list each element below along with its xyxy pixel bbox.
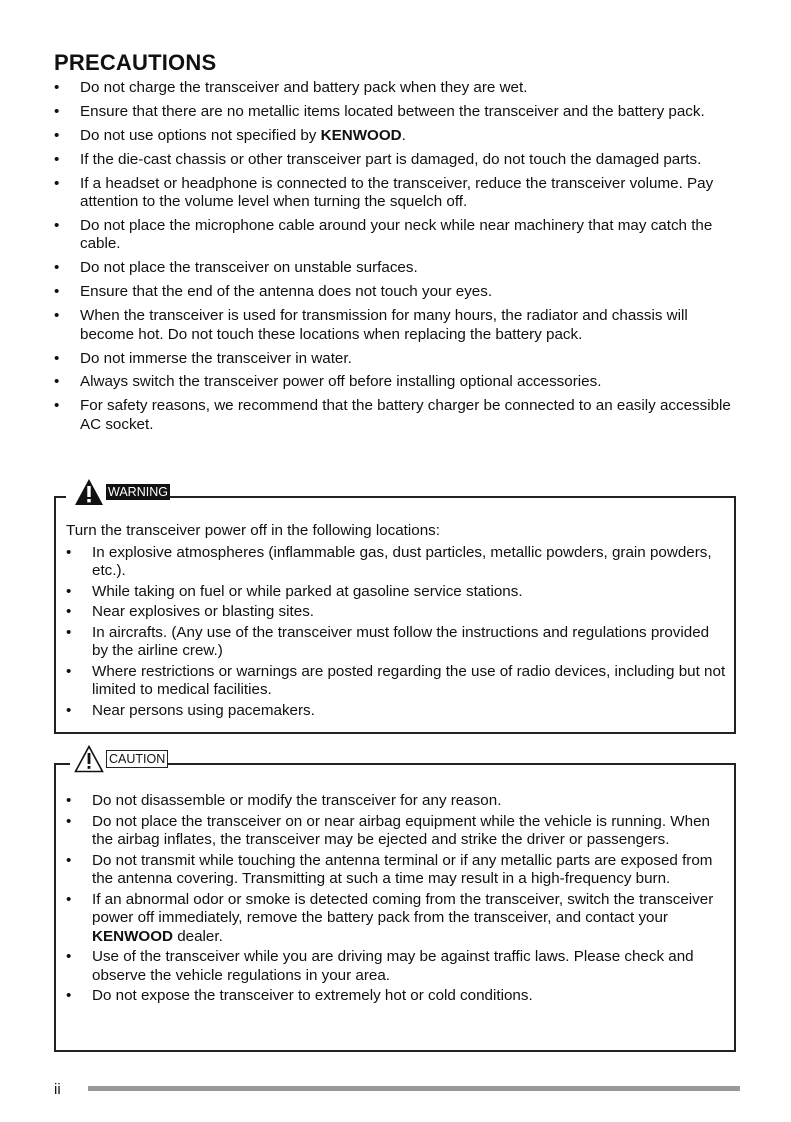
caution-item (66, 852, 726, 889)
caution-item (66, 987, 726, 1006)
warning-intro: Turn the transceiver power off in the following locations: (66, 522, 440, 539)
caution-box-border-left (54, 763, 70, 765)
precaution-item (54, 397, 744, 434)
precaution-item (54, 103, 744, 122)
precautions-list (54, 79, 744, 440)
warning-item (66, 583, 726, 602)
footer-rule (88, 1086, 740, 1091)
precaution-item-text: Ensure that the end of the antenna does not touch your eyes. (80, 283, 493, 301)
brand-name: KENWOOD (92, 927, 173, 945)
warning-list (66, 544, 726, 721)
warning-item-text: In aircrafts. (Any use of the transceiver must follow the instructions and regulations provided by the airline crew.) (92, 623, 710, 659)
caution-item-text: Do not place the transceiver on or near airbag equipment while the vehicle is running. When the airbag inflates, the transceiver may be ejected and strike the driver or passengers. (92, 812, 710, 848)
bullet-icon: • (66, 543, 72, 561)
precaution-item-text-end: . (401, 126, 406, 144)
bullet-icon: • (54, 174, 60, 192)
caution-item-text: Use of the transceiver while you are driving may be against traffic laws. Please check and observe the vehicle regulations in your area. (92, 948, 694, 984)
precaution-item (54, 373, 744, 392)
warning-item-text: In explosive atmospheres (inflammable gas, dust particles, metallic powders, grain powders, etc.). (92, 543, 712, 579)
bullet-icon: • (54, 349, 60, 367)
precaution-item-text: Do not immerse the transceiver in water. (80, 349, 352, 367)
caution-content (66, 792, 726, 1008)
precaution-item (54, 259, 744, 278)
warning-box-border-right (166, 496, 736, 498)
bullet-icon: • (54, 216, 60, 234)
bullet-icon: • (66, 851, 72, 869)
caution-item-text: If an abnormal odor or smoke is detected coming from the transceiver, switch the transceiver power off immediately, remove the battery pack from the transceiver, and contact your (92, 890, 714, 926)
caution-item (66, 891, 726, 947)
warning-content (66, 522, 726, 722)
warning-item (66, 544, 726, 581)
bullet-icon: • (66, 623, 72, 641)
caution-badge (74, 745, 168, 773)
bullet-icon: • (66, 792, 72, 809)
bullet-icon: • (54, 373, 60, 391)
bullet-icon: • (54, 150, 60, 168)
caution-box-border-right (162, 763, 736, 765)
bullet-icon: • (66, 701, 72, 719)
bullet-icon: • (54, 79, 60, 96)
bullet-icon: • (66, 662, 72, 680)
precaution-item (54, 151, 744, 170)
bullet-icon: • (54, 102, 60, 120)
caution-list (66, 792, 726, 1006)
precaution-item-text: Always switch the transceiver power off before installing optional accessories. (80, 373, 602, 391)
bullet-icon: • (66, 812, 72, 830)
precaution-item (54, 307, 744, 344)
precaution-item-text: When the transceiver is used for transmission for many hours, the radiator and chassis will become hot. Do not touch these locations when replacing the battery pack. (80, 307, 688, 343)
warning-item (66, 702, 726, 721)
brand-name: KENWOOD (320, 126, 402, 144)
warning-item (66, 663, 726, 700)
warning-item-text: While taking on fuel or while parked at gasoline service stations. (92, 582, 523, 600)
bullet-icon: • (54, 397, 60, 415)
bullet-icon: • (66, 890, 72, 908)
precaution-item-text: If the die-cast chassis or other transceiver part is damaged, do not touch the damaged parts. (80, 150, 702, 168)
bullet-icon: • (66, 987, 72, 1004)
caution-item-text: Do not expose the transceiver to extremely hot or cold conditions. (92, 987, 533, 1004)
warning-item-text: Where restrictions or warnings are posted regarding the use of radio devices, including but not limited to medical facilities. (92, 662, 726, 698)
precaution-item-text: Do not charge the transceiver and battery pack when they are wet. (80, 79, 528, 96)
page-title: PRECAUTIONS (54, 50, 217, 75)
caution-item-text-end: dealer. (173, 927, 223, 945)
precaution-item-text: Do not place the microphone cable around your neck while near machinery that may catch the cable. (80, 216, 713, 253)
caution-item (66, 948, 726, 985)
warning-item (66, 603, 726, 622)
precaution-item (54, 350, 744, 369)
caution-item-text: Do not transmit while touching the antenna terminal or if any metallic parts are exposed from the antenna covering. Transmitting at such a time may result in a high-frequency burn. (92, 851, 713, 887)
warning-item-text: Near persons using pacemakers. (92, 701, 315, 719)
bullet-icon: • (54, 259, 60, 277)
warning-item-text: Near explosives or blasting sites. (92, 603, 315, 620)
precaution-item-text: Ensure that there are no metallic items located between the transceiver and the battery pack. (80, 102, 705, 120)
bullet-icon: • (54, 283, 60, 301)
page-number: ii (54, 1081, 61, 1098)
precaution-item-text: Do not use options not specified by (80, 126, 321, 144)
bullet-icon: • (54, 126, 60, 144)
warning-item (66, 624, 726, 661)
warning-label: WARNING (108, 485, 168, 499)
caution-item (66, 792, 726, 811)
caution-label: CAUTION (106, 750, 168, 768)
warning-badge (74, 478, 170, 506)
precaution-item (54, 127, 744, 146)
bullet-icon: • (66, 948, 72, 965)
precaution-item (54, 217, 744, 254)
bullet-icon: • (66, 603, 72, 620)
precaution-item (54, 175, 744, 212)
precaution-item-text: Do not place the transceiver on unstable surfaces. (80, 259, 418, 277)
warning-box-border-left (54, 496, 66, 498)
precaution-item (54, 283, 744, 302)
caution-triangle-icon (74, 745, 104, 773)
precaution-item-text: For safety reasons, we recommend that the battery charger be connected to an easily accessible AC socket. (80, 397, 731, 433)
bullet-icon: • (54, 307, 60, 325)
precaution-item-text: If a headset or headphone is connected to the transceiver, reduce the transceiver volume. Pay attention to the volume level when turning the squelch off. (80, 174, 714, 211)
caution-item-text: Do not disassemble or modify the transceiver for any reason. (92, 792, 502, 809)
precaution-item (54, 79, 744, 98)
bullet-icon: • (66, 582, 72, 600)
caution-item (66, 813, 726, 850)
caution-box (54, 752, 736, 1052)
warning-triangle-icon (74, 478, 104, 506)
warning-box (54, 485, 736, 734)
